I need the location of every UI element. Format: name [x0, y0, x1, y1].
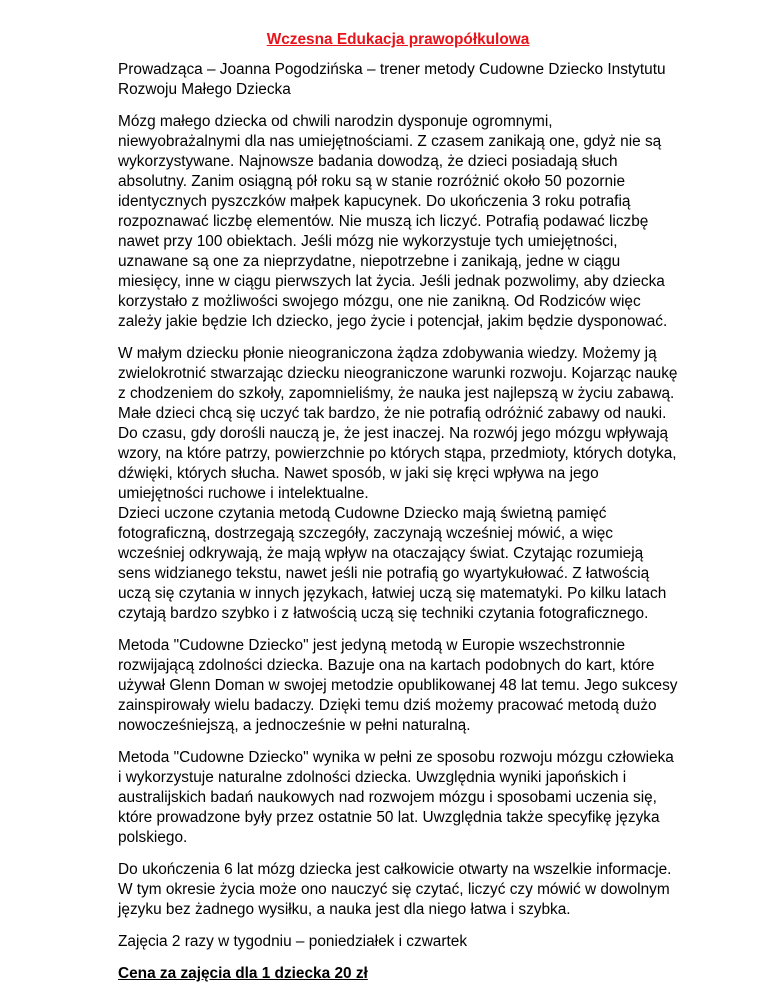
paragraph-age-six: Do ukończenia 6 lat mózg dziecka jest całkowicie otwarty na wszelkie informacje. W tym okresie życia może ono nauczyć się czytać, liczyć czy mówić w dowolnym języku bez żadnego wysiłku, a nauka jest dla niego łatwa i szybka.	[118, 861, 672, 918]
price-line: Cena za zajęcia dla 1 dziecka 20 zł	[118, 965, 368, 982]
paragraph-method-natural: Metoda "Cudowne Dziecko" wynika w pełni ze sposobu rozwoju mózgu człowieka i wykorzystuje naturalne zdolności dziecka. Uwzględnia wyniki japońskich i australijskich badań naukowych nad rozwojem mózgu i sposobami uczenia się, które prowadzone były przez ostatnie 50 lat. Uwzględnia także specyfikę języka polskiego.	[118, 749, 674, 846]
document-page	[118, 30, 678, 996]
schedule-line: Zajęcia 2 razy w tygodniu – poniedziałek i czwartek	[118, 933, 468, 950]
paragraph-brain-abilities: Mózg małego dziecka od chwili narodzin dysponuje ogromnymi, niewyobrażalnymi dla nas umiejętnościami. Z czasem zanikają one, gdyż nie są wykorzystywane. Najnowsze badania dowodzą, że dzieci posiadają słuch absolutny. Zanim osiągną pół roku są w stanie rozróżnić około 50 pozornie identycznych pyszczków małpek kapucynek. Do ukończenia 3 roku potrafią rozpoznawać liczbę elementów. Nie muszą ich liczyć. Potrafią podawać liczbę nawet przy 100 obiektach. Jeśli mózg nie wykorzystuje tych umiejętności, uznawane są one za nieprzydatne, niepotrzebne i zanikają, jedne w ciągu miesięcy, inne w ciągu pierwszych lat życia. Jeśli jednak pozwolimy, aby dziecka korzystało z możliwości swojego mózgu, one nie zanikną. Od Rodziców więc zależy jakie będzie Ich dziecko, jego życie i potencjał, jakim będzie dysponować.	[118, 113, 668, 330]
paragraph-reading-benefits: Dzieci uczone czytania metodą Cudowne Dziecko mają świetną pamięć fotograficzną, dostrzegają szczegóły, zaczynają wcześniej mówić, a więc wcześniej odkrywają, że mają wpływ na otaczający świat. Czytając rozumieją sens widzianego tekstu, nawet jeśli nie potrafią go wyartykułować. Z łatwością uczą się czytania w innych językach, łatwiej uczą się matematyki. Po kilku latach czytają bardzo szybko i z łatwością uczą się techniki czytania fotograficznego.	[118, 505, 667, 622]
presenter-line: Prowadząca – Joanna Pogodzińska – trener metody Cudowne Dziecko Instytutu Rozwoju Małego Dziecka	[118, 61, 666, 98]
paragraph-method-europe: Metoda "Cudowne Dziecko" jest jedyną metodą w Europie wszechstronnie rozwijającą zdolności dziecka. Bazuje ona na kartach podobnych do kart, które używał Glenn Doman w swojej metodzie opublikowanej 48 lat temu. Jego sukcesy zainspirowały wielu badaczy. Dzięki temu dziś możemy pracować metodą dużo nowocześniejszą, a jednocześnie w pełni naturalną.	[118, 637, 678, 734]
paragraph-thirst-for-knowledge: W małym dziecku płonie nieograniczona żądza zdobywania wiedzy. Możemy ją zwielokrotnić stwarzając dziecku nieograniczone warunki rozwoju. Kojarząc naukę z chodzeniem do szkoły, zapomnieliśmy, że nauka jest najlepszą w życiu zabawą. Małe dzieci chcą się uczyć tak bardzo, że nie potrafią odróżnić zabawy od nauki. Do czasu, gdy dorośli nauczą je, że jest inaczej. Na rozwój jego mózgu wpływają wzory, na które patrzy, powierzchnie po których stąpa, przedmioty, których dotyka, dźwięki, których słucha. Nawet sposób, w jaki się kręci wpływa na jego umiejętności ruchowe i intelektualne.	[118, 345, 678, 502]
document-title: Wczesna Edukacja prawopółkulowa	[266, 31, 530, 48]
